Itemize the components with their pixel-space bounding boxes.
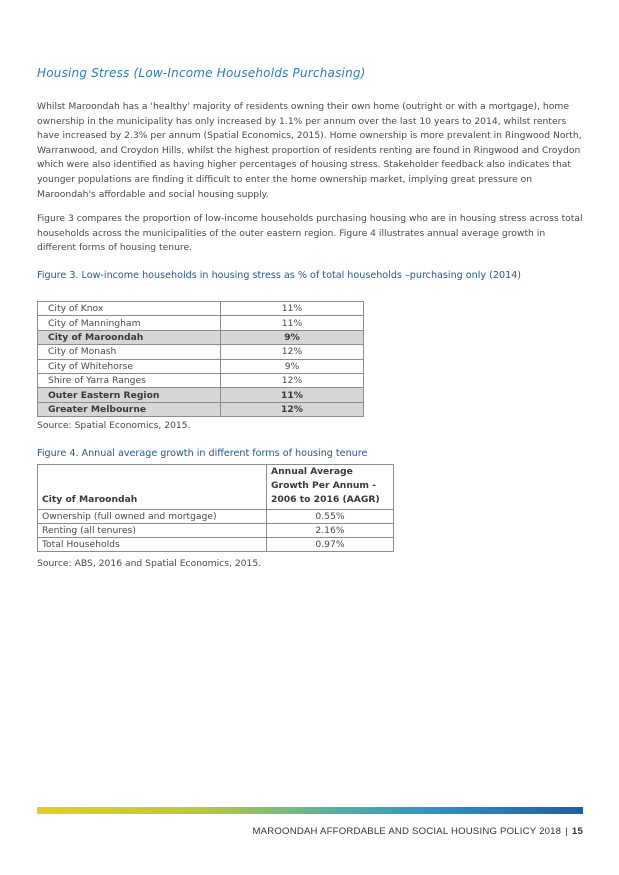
stress-percent: 11%: [221, 316, 364, 330]
figure-4-table: [37, 464, 394, 552]
region-name: City of Knox: [38, 302, 221, 316]
figure-3-caption: Figure 3. Low-income households in housing stress as % of total households –purchasing only (2014): [37, 270, 522, 281]
region-name: Outer Eastern Region: [38, 388, 221, 402]
section-heading: Housing Stress (Low-Income Households Purchasing): [37, 66, 366, 80]
footer-title: MAROONDAH AFFORDABLE AND SOCIAL HOUSING POLICY 2018: [252, 826, 562, 837]
page-footer: [252, 826, 583, 837]
figure-3-table: [37, 301, 364, 417]
table-row: [38, 510, 394, 524]
table-row: [38, 316, 364, 330]
region-name: City of Manningham: [38, 316, 221, 330]
footer-separator: |: [565, 826, 568, 837]
table-row: [38, 359, 364, 373]
figure-3-source: Source: Spatial Economics, 2015.: [37, 420, 191, 431]
column-header-growth: Annual Average Growth Per Annum - 2006 to 2016 (AAGR): [267, 465, 394, 510]
region-name: City of Whitehorse: [38, 359, 221, 373]
tenure-name: Total Households: [38, 538, 267, 552]
figure-4-source: Source: ABS, 2016 and Spatial Economics, 2015.: [37, 558, 262, 569]
stress-percent: 12%: [221, 402, 364, 416]
table-header-row: [38, 465, 394, 510]
body-paragraph-2: Figure 3 compares the proportion of low-income households purchasing housing who are in housing stress across total households across the municipalities of the outer eastern region. Figure 4 illustrates annual average growth in different forms of housing tenure.: [37, 213, 583, 254]
region-name: Greater Melbourne: [38, 402, 221, 416]
tenure-name: Renting (all tenures): [38, 524, 267, 538]
table-row-highlight: [38, 402, 364, 416]
footer-gradient-bar: [37, 807, 583, 814]
growth-value: 2.16%: [267, 524, 394, 538]
column-header-region: City of Maroondah: [38, 465, 267, 510]
table-row-highlight: [38, 330, 364, 344]
region-name: Shire of Yarra Ranges: [38, 373, 221, 387]
table-row: [38, 345, 364, 359]
table-row: [38, 302, 364, 316]
table-row-highlight: [38, 388, 364, 402]
stress-percent: 12%: [221, 345, 364, 359]
stress-percent: 12%: [221, 373, 364, 387]
table-row: [38, 524, 394, 538]
body-paragraph-1: Whilst Maroondah has a 'healthy' majority of residents owning their own home (outright or with a mortgage), home ownership in the municipality has only increased by 1.1% per annum over the last 10 years to 2014, whilst renters have increased by 2.3% per annum (Spatial Economics, 2015). Home ownership is more prevalent in Ringwood North, Warranwood, and Croydon Hills, whilst the highest proportion of residents renting are found in Ringwood and Croydon which were also identified as having higher percentages of housing stress. Stakeholder feedback also indicates that younger populations are finding it difficult to enter the home ownership market, implying great pressure on Maroondah's affordable and social housing supply.: [37, 101, 582, 200]
table-row: [38, 538, 394, 552]
figure-4-caption: Figure 4. Annual average growth in different forms of housing tenure: [37, 448, 368, 459]
growth-value: 0.55%: [267, 510, 394, 524]
tenure-name: Ownership (full owned and mortgage): [38, 510, 267, 524]
page-number: 15: [571, 826, 583, 837]
stress-percent: 9%: [221, 359, 364, 373]
region-name: City of Monash: [38, 345, 221, 359]
growth-value: 0.97%: [267, 538, 394, 552]
table-row: [38, 373, 364, 387]
stress-percent: 11%: [221, 388, 364, 402]
stress-percent: 9%: [221, 330, 364, 344]
region-name: City of Maroondah: [38, 330, 221, 344]
stress-percent: 11%: [221, 302, 364, 316]
